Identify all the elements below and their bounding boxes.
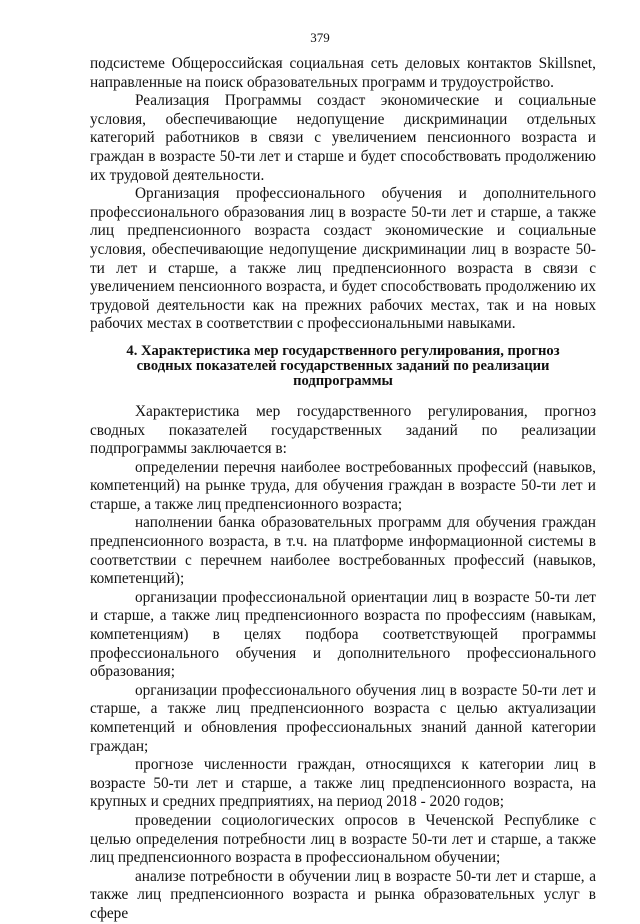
- paragraph: Характеристика мер государственного регулирования, прогноз сводных показателей государственных заданий по реализации подпрограммы заключается в:: [90, 402, 596, 458]
- section-body: [90, 403, 596, 924]
- section-heading-line: подпрограммы: [293, 372, 393, 389]
- section-heading: [90, 344, 596, 389]
- section-heading-line: сводных показателей государственных заданий по реализации: [136, 357, 550, 374]
- paragraph: Организация профессионального обучения и дополнительного профессионального образования лиц в возрасте 50-ти лет и старше, а также лиц предпенсионного возраста создаст экономические и социальные условия, обеспечивающие недопущение дискриминации лиц в возрасте 50-ти лет и старше, а также лиц предпенсионного возраста в связи с увеличением пенсионного возраста, и будет способствовать продолжению их трудовой деятельности как на прежних рабочих местах, так и на новых рабочих местах в соответствии с профессиональными навыками.: [90, 185, 596, 333]
- paragraph: подсистеме Общероссийская социальная сеть деловых контактов Skillsnet, направленные на поиск образовательных программ и трудоустройство.: [90, 55, 596, 91]
- page-number: 379: [310, 30, 330, 45]
- list-paragraph: проведении социологических опросов в Чеченской Республике с целью определения потребности лиц в возрасте 50-ти лет и старше, а также лиц предпенсионного возраста в профессиональном обучении;: [90, 811, 596, 867]
- list-paragraph: анализе потребности в обучении лиц в возрасте 50-ти лет и старше, а также лиц предпенсионного возраста и рынка образовательных услуг в сфере: [90, 867, 596, 922]
- section-heading-line: 4. Характеристика мер государственного регулирования, прогноз: [126, 342, 560, 359]
- list-paragraph: наполнении банка образовательных программ для обучения граждан предпенсионного возраста, в т.ч. на платформе информационной системы в соответствии с перечнем наиболее востребованных профессий (навыков, компетенций);: [90, 514, 596, 588]
- section-intro: [90, 55, 596, 334]
- list-paragraph: определении перечня наиболее востребованных профессий (навыков, компетенций) на рынке труда, для обучения граждан в возрасте 50-ти лет и старше, а также лиц предпенсионного возраста;: [90, 458, 596, 513]
- list-paragraph: прогнозе численности граждан, относящихся к категории лиц в возрасте 50-ти лет и старше, а также лиц предпенсионного возраста, на крупных и средних предприятиях, на период 2018 - 2020 годов;: [90, 756, 596, 811]
- paragraph: Реализация Программы создаст экономические и социальные условия, обеспечивающие недопущение дискриминации отдельных категорий работников в связи с увеличением пенсионного возраста и граждан в возрасте 50-ти лет и старше и будет способствовать продолжению их трудовой деятельности.: [90, 92, 596, 184]
- list-paragraph: организации профессионального обучения лиц в возрасте 50-ти лет и старше, а также лиц предпенсионного возраста с целью актуализации компетенций и обновления профессиональных знаний данной категории граждан;: [90, 681, 596, 755]
- page-body: [90, 55, 596, 924]
- list-paragraph: организации профессиональной ориентации лиц в возрасте 50-ти лет и старше, а также лиц предпенсионного возраста по профессиям (навыкам, компетенциям) в целях подбора соответствующей программы профессионального обучения и дополнительного профессионального образования;: [90, 588, 596, 681]
